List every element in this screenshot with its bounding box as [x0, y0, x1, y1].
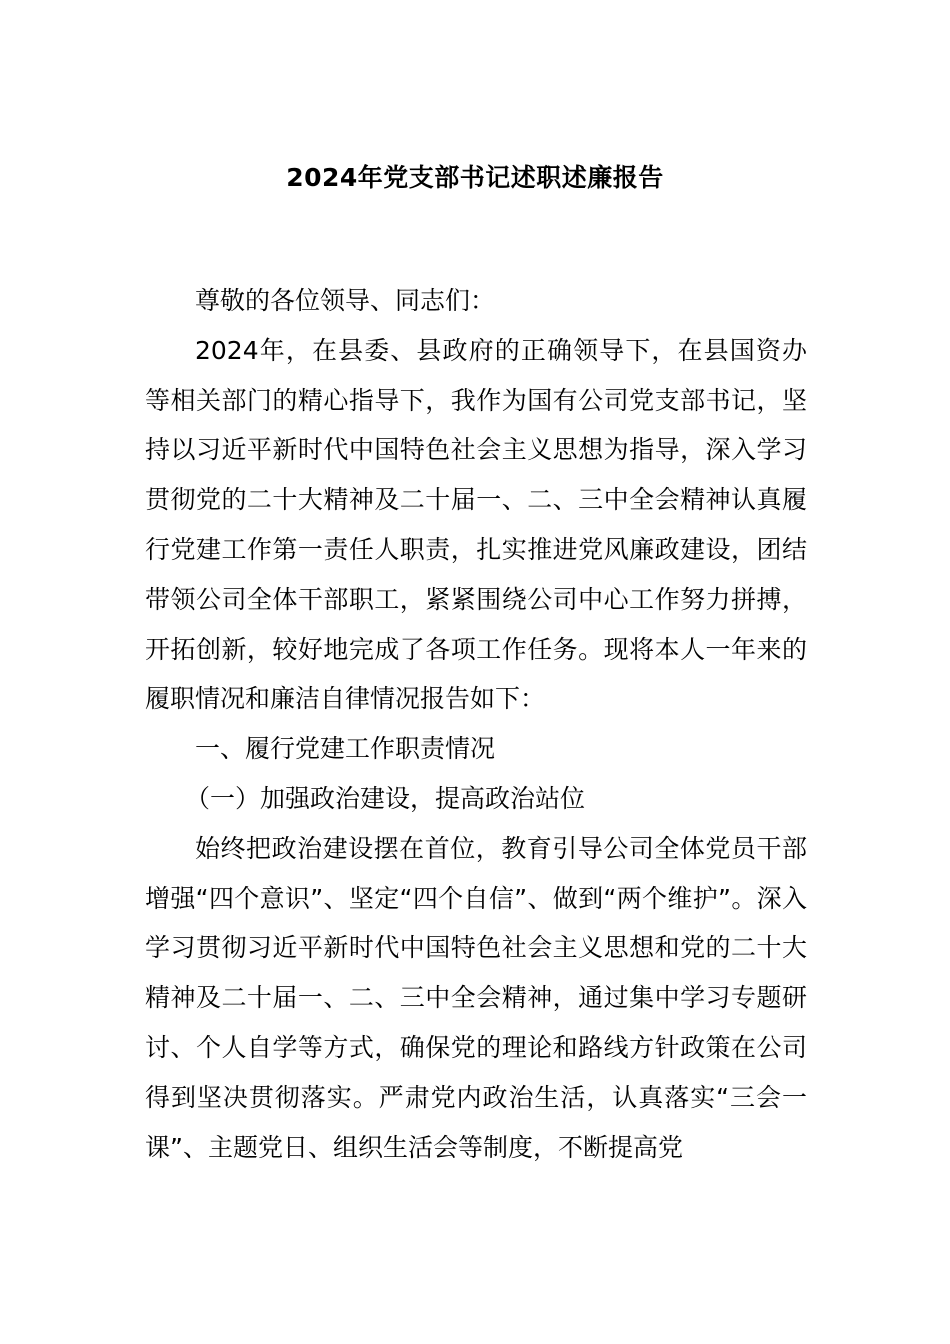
- section-heading: 一、履行党建工作职责情况: [195, 734, 496, 764]
- subsection-heading: （一）加强政治建设，提高政治站位: [185, 783, 586, 813]
- salutation-paragraph: 尊敬的各位领导、同志们：: [195, 286, 496, 315]
- body-paragraph: 始终把政治建设摆在首位，教育引导公司全体党员干部增强“四个意识”、坚定“四个自信”、做到“两个维护”。深入学习贯彻习近平新时代中国特色社会主义思想和党的二十大精神及二十届一、二、三中全会精神，通过集中学习专题研讨、个人自学等方式，确保党的理论和路线方针政策在公司得到坚决贯彻落实。严肃党内政治生活，认真落实“三会一课”、主题党日、组织生活会等制度，不断提高党: [145, 833, 807, 1162]
- intro-paragraph: 2024年，在县委、县政府的正确领导下，在县国资办等相关部门的精心指导下，我作为国有公司党支部书记，坚持以习近平新时代中国特色社会主义思想为指导，深入学习贯彻党的二十大精神及二十届一、二、三中全会精神认真履行党建工作第一责任人职责，扎实推进党风廉政建设，团结带领公司全体干部职工，紧紧围绕公司中心工作努力拼搏，开拓创新，较好地完成了各项工作任务。现将本人一年来的履职情况和廉洁自律情况报告如下：: [145, 335, 807, 714]
- document-body: [145, 276, 807, 1172]
- document-title: 2024年党支部书记述职述廉报告: [286, 163, 664, 192]
